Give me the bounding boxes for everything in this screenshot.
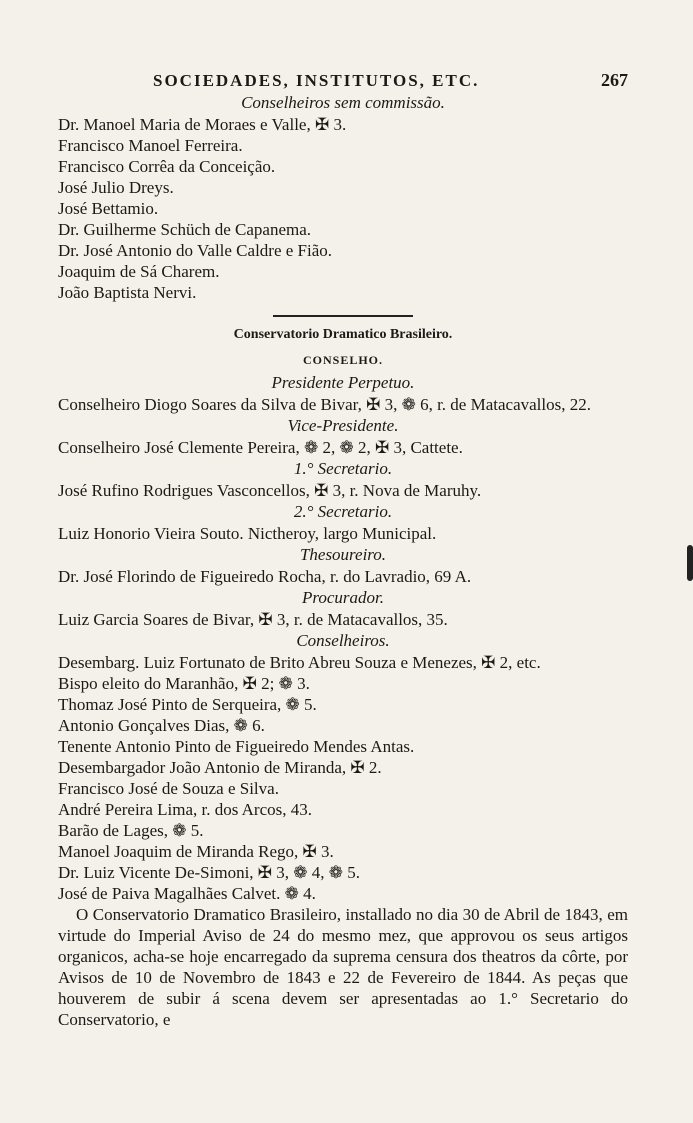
page-edge-mark <box>687 545 693 581</box>
running-title: SOCIEDADES, INSTITUTOS, ETC. <box>153 71 480 90</box>
role-heading: Presidente Perpetuo. <box>271 373 415 392</box>
role-holder-line: Conselheiro Diogo Soares da Silva de Bivar, ✠ 3, ❁ 6, r. de Matacavallos, 22. <box>58 395 591 414</box>
member-line: José Bettamio. <box>58 199 159 218</box>
conselheiro-line: Desembarg. Luiz Fortunato de Brito Abreu Souza e Menezes, ✠ 2, etc. <box>58 653 541 672</box>
member-line: José Julio Dreys. <box>58 178 174 197</box>
conselheiro-line: Bispo eleito do Maranhão, ✠ 2; ❁ 3. <box>58 674 310 693</box>
role-holder-line: José Rufino Rodrigues Vasconcellos, ✠ 3, r. Nova de Maruhy. <box>58 481 482 500</box>
body-paragraph: O Conservatorio Dramatico Brasileiro, installado no dia 30 de Abril de 1843, em virtude do Imperial Aviso de 24 do mesmo mez, que approvou os seus artigos organicos, acha-se hoje encarregado da suprema censura dos theatros da côrte, por Avisos de 10 de Novembro de 1843 e 22 de Fevereiro de 1844. As peças que houverem de subir á scena devem ser apresentadas ao 1.° Secretario do Conservatorio, e <box>58 905 628 1029</box>
role-heading: Procurador. <box>301 588 384 607</box>
role-heading: 2.° Secretario. <box>293 502 393 521</box>
divider-rule <box>273 315 413 317</box>
member-line: Francisco Manoel Ferreira. <box>58 136 243 155</box>
role-heading: 1.° Secretario. <box>293 459 393 478</box>
conselheiro-line: André Pereira Lima, r. dos Arcos, 43. <box>58 800 312 819</box>
member-line: Dr. José Antonio do Valle Caldre e Fião. <box>58 241 333 260</box>
role-holder-line: Conselheiro José Clemente Pereira, ❁ 2, ❁ 2, ✠ 3, Cattete. <box>58 438 463 457</box>
conselheiros-heading: Conselheiros. <box>296 631 390 650</box>
conselheiro-line: José de Paiva Magalhães Calvet. ❁ 4. <box>58 884 316 903</box>
member-line: Francisco Corrêa da Conceição. <box>58 157 276 176</box>
role-holder-line: Dr. José Florindo de Figueiredo Rocha, r. do Lavradio, 69 A. <box>58 567 472 586</box>
page-number: 267 <box>601 70 628 90</box>
conselheiro-line: Thomaz José Pinto de Serqueira, ❁ 5. <box>58 695 317 714</box>
member-line: Dr. Guilherme Schüch de Capanema. <box>58 220 312 239</box>
conselheiros-list <box>58 652 628 904</box>
role-heading: Vice-Presidente. <box>287 416 399 435</box>
conselheiro-line: Francisco José de Souza e Silva. <box>58 779 279 798</box>
role-holder-line: Luiz Garcia Soares de Bivar, ✠ 3, r. de Matacavallos, 35. <box>58 610 448 629</box>
conselheiro-line: Dr. Luiz Vicente De-Simoni, ✠ 3, ❁ 4, ❁ 5. <box>58 863 361 882</box>
section-subtitle: Conselheiros sem commissão. <box>241 93 445 112</box>
role-holder-line: Luiz Honorio Vieira Souto. Nictheroy, largo Municipal. <box>58 524 437 543</box>
conselheiro-line: Barão de Lages, ❁ 5. <box>58 821 204 840</box>
member-line: Dr. Manoel Maria de Moraes e Valle, ✠ 3. <box>58 115 347 134</box>
conselheiro-line: Desembargador João Antonio de Miranda, ✠ 2. <box>58 758 382 777</box>
member-list <box>58 114 628 303</box>
conselho-heading: CONSELHO. <box>302 353 383 367</box>
officer-roles <box>58 372 628 630</box>
member-line: Joaquim de Sá Charem. <box>58 262 220 281</box>
role-heading: Thesoureiro. <box>299 545 387 564</box>
page-header <box>58 70 628 91</box>
conservatorio-title: Conservatorio Dramatico Brasileiro. <box>233 327 453 342</box>
conselheiro-line: Tenente Antonio Pinto de Figueiredo Mendes Antas. <box>58 737 415 756</box>
conselheiro-line: Manoel Joaquim de Miranda Rego, ✠ 3. <box>58 842 334 861</box>
member-line: João Baptista Nervi. <box>58 283 197 302</box>
conselheiro-line: Antonio Gonçalves Dias, ❁ 6. <box>58 716 265 735</box>
document-page <box>58 70 628 1030</box>
